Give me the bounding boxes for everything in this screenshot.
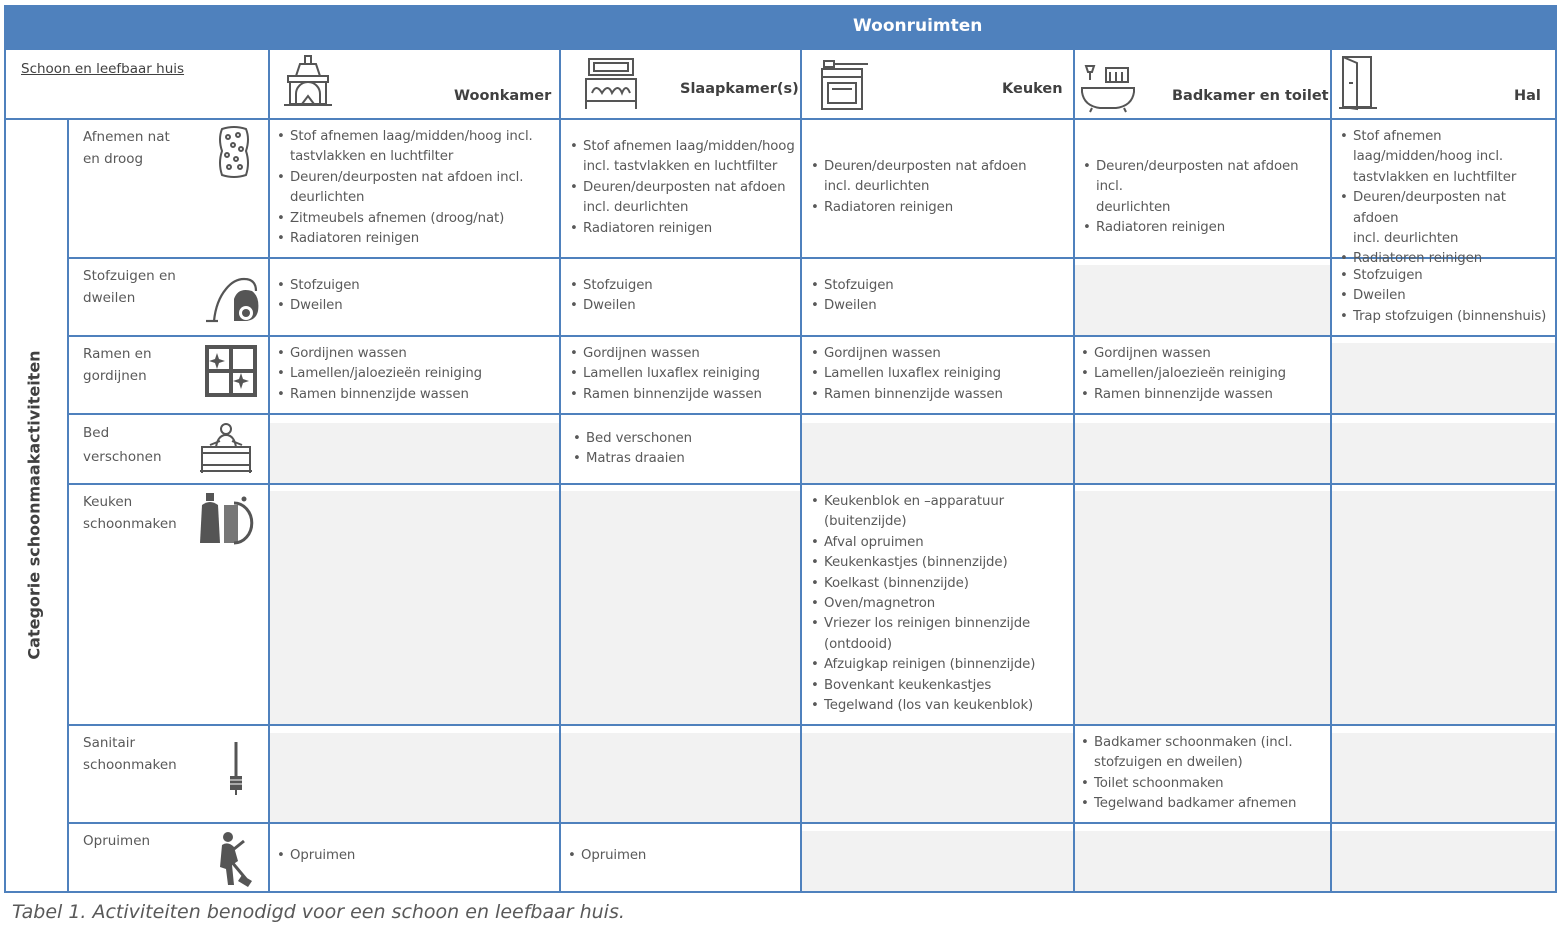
activity-item: • Deuren/deurposten nat afdoen incl. deurlichten — [273, 168, 558, 209]
bathtub-icon — [1080, 62, 1136, 114]
empty-cell — [1332, 831, 1555, 892]
activity-item: • Tegelwand (los van keukenblok) — [807, 696, 1071, 716]
category-line: Bed — [83, 425, 110, 441]
activity-item: • Vriezer los reinigen binnenzijde (ontdooid) — [807, 614, 1071, 655]
category-line: Stofzuigen en — [83, 268, 176, 284]
activity-item: • Stof afnemen laag/midden/hoog incl. tastvlakken en luchtfilter — [1336, 127, 1554, 188]
activity-item: • Badkamer schoonmaken (incl. stofzuigen en dweilen) — [1077, 733, 1329, 774]
activity-item: • Trap stofzuigen (binnenshuis) — [1336, 307, 1554, 327]
empty-cell — [1075, 265, 1330, 335]
activity-item: • Stof afnemen laag/midden/hoog incl. tastvlakken en luchtfilter — [566, 137, 798, 178]
activity-item: • Tegelwand badkamer afnemen — [1077, 794, 1329, 814]
category-line: schoonmaken — [83, 516, 177, 532]
category-line: Ramen en — [83, 346, 152, 362]
activity-item: • Deuren/deurposten nat afdoen incl. deurlichten — [807, 157, 1071, 198]
activity-item: • Matras draaien — [569, 449, 798, 469]
activity-item: • Lamellen/jaloezieën reiniging — [1077, 364, 1329, 384]
activity-item: • Bed verschonen — [569, 429, 798, 449]
activity-item: • Radiatoren reinigen — [1336, 249, 1554, 269]
activity-item: • Lamellen/jaloezieën reiniging — [273, 364, 558, 384]
empty-cell — [1075, 491, 1330, 724]
activity-item: • Zitmeubels afnemen (droog/nat) — [273, 209, 558, 229]
activity-item: • Afzuigkap reinigen (binnenzijde) — [807, 655, 1071, 675]
empty-cell — [802, 733, 1073, 823]
activity-item: • Dweilen — [566, 296, 798, 316]
category-line: en droog — [83, 151, 144, 167]
activity-item: • Stof afnemen laag/midden/hoog incl. tastvlakken en luchtfilter — [273, 127, 558, 168]
table-cell — [1336, 266, 1554, 327]
table-cell — [273, 344, 558, 405]
empty-cell — [270, 423, 559, 484]
table-cell — [273, 276, 558, 317]
table-cell — [273, 846, 558, 866]
table-cell — [566, 344, 798, 405]
activity-item: • Opruimen — [564, 846, 798, 866]
toilet-brush-icon — [226, 740, 246, 796]
activity-item: • Radiatoren reinigen — [273, 229, 558, 249]
bed-icon — [582, 57, 640, 111]
activity-item: • Ramen binnenzijde wassen — [273, 385, 558, 405]
bed-making-icon — [198, 421, 254, 477]
tidying-person-icon — [212, 831, 254, 887]
banner-title: Woonruimten — [853, 16, 983, 36]
corner-label: Schoon en leefbaar huis — [21, 61, 185, 77]
category-label-ramen — [83, 343, 152, 387]
activity-item: • Stofzuigen — [807, 276, 1071, 296]
empty-cell — [802, 423, 1073, 484]
table-cell — [807, 276, 1071, 317]
activity-item: • Keukenkastjes (binnenzijde) — [807, 553, 1071, 573]
category-line: Opruimen — [83, 833, 151, 849]
empty-cell — [1075, 423, 1330, 484]
room-header-hal: Hal — [1514, 88, 1541, 104]
category-line: schoonmaken — [83, 757, 177, 773]
activity-item: • Radiatoren reinigen — [1079, 218, 1329, 238]
empty-cell — [270, 491, 559, 724]
activity-item: • Koelkast (binnenzijde) — [807, 574, 1071, 594]
activity-item: • Bovenkant keukenkastjes — [807, 676, 1071, 696]
activity-item: • Opruimen — [273, 846, 558, 866]
empty-cell — [270, 733, 559, 823]
category-label-afnemen — [83, 126, 170, 170]
vacuum-cleaner-icon — [204, 271, 260, 325]
activity-item: • Stofzuigen — [566, 276, 798, 296]
empty-cell — [1332, 343, 1555, 413]
table-cell — [569, 429, 798, 470]
activity-item: • Gordijnen wassen — [807, 344, 1071, 364]
door-icon — [1337, 55, 1381, 111]
room-header-slaapkamers: Slaapkamer(s) — [680, 81, 799, 97]
activity-item: • Radiatoren reinigen — [807, 198, 1071, 218]
category-line: Afnemen nat — [83, 129, 170, 145]
activity-item: • Deuren/deurposten nat afdoen incl. deurlichten — [566, 178, 798, 219]
table-cell — [564, 846, 798, 866]
activity-item: • Oven/magnetron — [807, 594, 1071, 614]
table-cell — [566, 276, 798, 317]
activity-item: • Stofzuigen — [1336, 266, 1554, 286]
category-label-keuken — [83, 491, 177, 535]
table-caption: Tabel 1. Activiteiten benodigd voor een schoon en leefbaar huis. — [12, 901, 625, 923]
table-cell — [273, 127, 558, 249]
activity-item: • Stofzuigen — [273, 276, 558, 296]
category-label-opruimen — [83, 830, 150, 852]
empty-cell — [561, 733, 800, 823]
activity-item: • Radiatoren reinigen — [566, 219, 798, 239]
activity-item: • Ramen binnenzijde wassen — [807, 385, 1071, 405]
detergent-icon — [198, 491, 254, 547]
activity-item: • Keukenblok en –apparatuur (buitenzijde) — [807, 492, 1071, 533]
activity-item: • Toilet schoonmaken — [1077, 774, 1329, 794]
category-label-stofzuigen — [83, 265, 176, 309]
table-banner — [5, 5, 1556, 49]
table-cell — [807, 157, 1071, 218]
sponge-icon — [216, 125, 252, 179]
table-cell — [1077, 733, 1329, 815]
empty-cell — [1332, 491, 1555, 724]
activity-item: • Deuren/deurposten nat afdoen incl. deurlichten — [1336, 188, 1554, 249]
activity-item: • Deuren/deurposten nat afdoen incl. deurlichten — [1079, 157, 1329, 218]
category-line: Keuken — [83, 494, 133, 510]
table-cell — [807, 344, 1071, 405]
empty-cell — [561, 491, 800, 724]
empty-cell — [1332, 733, 1555, 823]
room-header-keuken: Keuken — [1002, 81, 1063, 97]
activity-item: • Gordijnen wassen — [1077, 344, 1329, 364]
stove-icon — [818, 57, 870, 111]
table-cell — [566, 137, 798, 239]
category-line: verschonen — [83, 449, 162, 465]
table-cell — [1336, 127, 1554, 270]
activity-item: • Afval opruimen — [807, 533, 1071, 553]
empty-cell — [1332, 423, 1555, 484]
fireplace-icon — [280, 54, 336, 108]
activity-item: • Ramen binnenzijde wassen — [1077, 385, 1329, 405]
table-cell — [1079, 157, 1329, 239]
category-line: gordijnen — [83, 368, 147, 384]
category-line: dweilen — [83, 290, 136, 306]
empty-cell — [802, 831, 1073, 892]
table-cell — [807, 492, 1071, 716]
empty-cell — [1075, 831, 1330, 892]
category-line: Sanitair — [83, 735, 136, 751]
activity-item: • Gordijnen wassen — [566, 344, 798, 364]
category-axis-label — [16, 350, 52, 660]
window-icon — [205, 345, 257, 397]
category-axis-text: Categorie schoonmaakactiviteiten — [24, 350, 44, 660]
table-cell — [1077, 344, 1329, 405]
activity-item: • Dweilen — [273, 296, 558, 316]
activity-item: • Dweilen — [1336, 286, 1554, 306]
activity-item: • Lamellen luxaflex reiniging — [807, 364, 1071, 384]
activity-item: • Ramen binnenzijde wassen — [566, 385, 798, 405]
room-header-woonkamer: Woonkamer — [454, 88, 552, 104]
activity-item: • Lamellen luxaflex reiniging — [566, 364, 798, 384]
category-label-bed — [83, 421, 162, 469]
room-header-badkamer-en-toilet: Badkamer en toilet — [1172, 88, 1329, 104]
activity-item: • Gordijnen wassen — [273, 344, 558, 364]
category-label-sanitair — [83, 732, 177, 776]
activity-item: • Dweilen — [807, 296, 1071, 316]
